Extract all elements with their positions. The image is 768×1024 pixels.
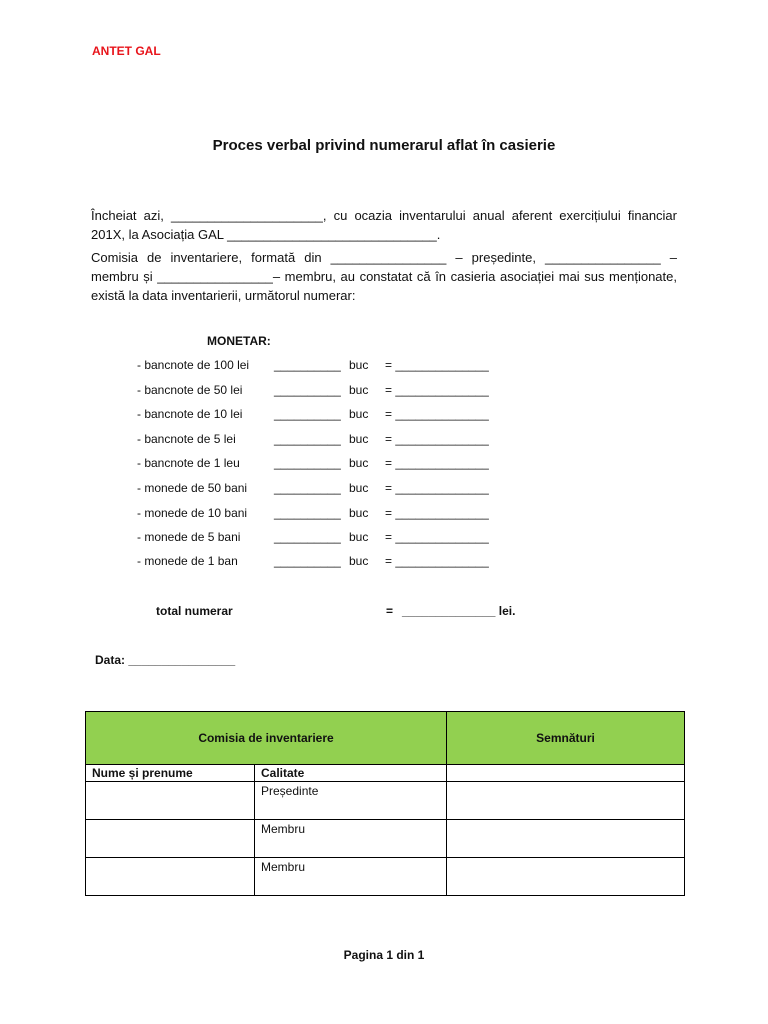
signatures-header: Semnături [447, 712, 685, 765]
denomination-label: - monede de 1 ban [137, 554, 238, 568]
amount-blank: = ______________ [385, 383, 489, 397]
name-cell [86, 858, 255, 896]
unit-label: buc [349, 481, 369, 495]
commission-paragraph: Comisia de inventariere, formată din ________________ – președinte, ________________ – membru și ________________– membru, au constatat că în casieria asociației mai sus menționate, există la data inventarierii, următorul numerar: [91, 250, 677, 303]
page-number: Pagina 1 din 1 [343, 948, 425, 962]
quantity-blank: __________ [274, 432, 341, 446]
table-header-row [86, 712, 685, 765]
denomination-label: - bancnote de 10 lei [137, 407, 243, 421]
role-cell: Președinte [255, 782, 447, 820]
total-equals: = [386, 604, 394, 618]
unit-label: buc [349, 456, 369, 470]
name-cell [86, 782, 255, 820]
role-cell: Membru [255, 858, 447, 896]
denomination-label: - bancnote de 5 lei [137, 432, 236, 446]
name-column-header: Nume și prenume [86, 765, 255, 782]
table-row [86, 820, 685, 858]
quantity-blank: __________ [274, 456, 341, 470]
letterhead-placeholder: ANTET GAL [92, 44, 161, 58]
signature-cell [447, 858, 685, 896]
unit-label: buc [349, 358, 369, 372]
amount-blank: = ______________ [385, 530, 489, 544]
denomination-label: - bancnote de 100 lei [137, 358, 250, 372]
quantity-blank: __________ [274, 383, 341, 397]
monetar-heading: MONETAR: [207, 334, 271, 348]
amount-blank: = ______________ [385, 407, 489, 421]
denomination-label: - bancnote de 1 leu [137, 456, 240, 470]
amount-blank: = ______________ [385, 358, 489, 372]
denomination-label: - monede de 5 bani [137, 530, 241, 544]
intro-paragraph: Încheiat azi, _____________________, cu ocazia inventarului anual aferent exercițiului financiar 201X, la Asociația GAL _____________________________. [91, 208, 677, 242]
document-title: Proces verbal privind numerarul aflat în casierie [212, 137, 556, 154]
role-cell: Membru [255, 820, 447, 858]
amount-blank: = ______________ [385, 554, 489, 568]
amount-blank: = ______________ [385, 456, 489, 470]
role-column-header: Calitate [255, 765, 447, 782]
signature-cell [447, 782, 685, 820]
quantity-blank: __________ [274, 554, 341, 568]
unit-label: buc [349, 407, 369, 421]
date-field: Data: ________________ [95, 653, 236, 667]
amount-blank: = ______________ [385, 506, 489, 520]
table-column-header-row [86, 765, 685, 782]
unit-label: buc [349, 530, 369, 544]
total-value-blank: ______________ lei. [402, 604, 516, 618]
unit-label: buc [349, 506, 369, 520]
denomination-label: - monede de 50 bani [137, 481, 248, 495]
signature-table [85, 711, 685, 896]
unit-label: buc [349, 383, 369, 397]
quantity-blank: __________ [274, 481, 341, 495]
table-row [86, 782, 685, 820]
table-row [86, 858, 685, 896]
quantity-blank: __________ [274, 358, 341, 372]
amount-blank: = ______________ [385, 432, 489, 446]
total-label: total numerar [156, 604, 233, 618]
denomination-label: - bancnote de 50 lei [137, 383, 243, 397]
unit-label: buc [349, 432, 369, 446]
signature-column-blank [447, 765, 685, 782]
amount-blank: = ______________ [385, 481, 489, 495]
quantity-blank: __________ [274, 506, 341, 520]
unit-label: buc [349, 554, 369, 568]
quantity-blank: __________ [274, 530, 341, 544]
denomination-label: - monede de 10 bani [137, 506, 248, 520]
quantity-blank: __________ [274, 407, 341, 421]
signature-cell [447, 820, 685, 858]
commission-header: Comisia de inventariere [86, 712, 447, 765]
name-cell [86, 820, 255, 858]
